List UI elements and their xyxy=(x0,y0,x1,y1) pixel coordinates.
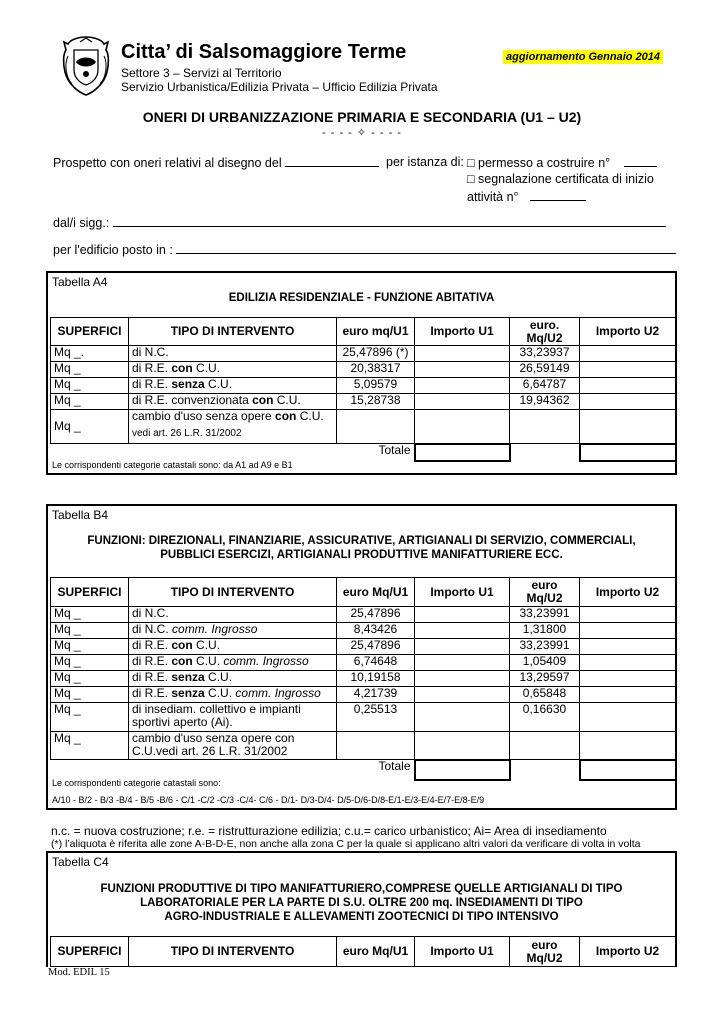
importo-u2-cell[interactable] xyxy=(580,732,676,760)
table-a4 xyxy=(46,271,677,475)
importo-u1-cell[interactable] xyxy=(415,639,510,655)
importo-u1-cell[interactable] xyxy=(415,394,510,410)
col-header: euro Mq/U2 xyxy=(510,937,580,967)
col-header: Importo U2 xyxy=(580,937,676,967)
u1-rate: 15,28738 xyxy=(337,394,415,410)
u2-rate: 0,65848 xyxy=(510,687,580,703)
table-b4 xyxy=(46,504,677,810)
col-header: SUPERFICI xyxy=(51,578,129,607)
sector-line: Settore 3 – Servizi al Territorio xyxy=(121,66,282,80)
edificio-field[interactable] xyxy=(53,242,676,257)
col-header: euro Mq/U2 xyxy=(510,578,580,607)
u1-rate: 10,19158 xyxy=(337,671,415,687)
table-b4-note: Le corrispondenti categorie catastali sono: xyxy=(52,778,221,788)
sup-cell[interactable]: Mq _ xyxy=(51,410,129,444)
tipo-cell: di R.E. convenzionata con C.U. xyxy=(129,394,337,410)
importo-u2-cell[interactable] xyxy=(580,671,676,687)
importo-u1-cell[interactable] xyxy=(415,410,510,444)
tipo-cell: di R.E. senza C.U. comm. Ingrosso xyxy=(129,687,337,703)
attivita-number-blank[interactable] xyxy=(530,189,586,201)
totale-u2-field[interactable] xyxy=(580,760,676,780)
importo-u2-cell[interactable] xyxy=(580,655,676,671)
table-row xyxy=(51,671,676,687)
table-c4-heading-1: FUNZIONI PRODUTTIVE DI TIPO MANIFATTURIERO,COMPRESE QUELLE ARTIGIANALI DI TIPO xyxy=(100,883,623,895)
col-header: Importo U2 xyxy=(580,578,676,607)
col-header: Importo U2 xyxy=(580,318,676,346)
importo-u2-cell[interactable] xyxy=(580,687,676,703)
col-header: Importo U1 xyxy=(415,318,510,346)
col-header: euro. Mq/U2 xyxy=(510,318,580,346)
table-b4-grid xyxy=(50,577,677,781)
module-code: Mod. EDIL 15 xyxy=(48,967,110,978)
tipo-cell: di R.E. senza C.U. xyxy=(129,378,337,394)
importo-u2-cell[interactable] xyxy=(580,623,676,639)
importo-u1-cell[interactable] xyxy=(415,623,510,639)
col-header: Importo U1 xyxy=(415,937,510,967)
importo-u2-cell[interactable] xyxy=(580,410,676,444)
u2-rate: 6,64787 xyxy=(510,378,580,394)
u2-rate: 33,23937 xyxy=(510,346,580,362)
totale-u1-field[interactable] xyxy=(415,444,510,461)
table-c4-heading-2: LABORATORIALE PER LA PARTE DI S.U. OLTRE 200 mq. INSEDIAMENTI DI TIPO xyxy=(140,897,583,909)
table-row xyxy=(51,378,676,394)
table-a4-grid xyxy=(50,317,677,462)
u1-rate: 25,47896 xyxy=(337,639,415,655)
city-title: Citta’ di Salsomaggiore Terme xyxy=(121,41,407,63)
importo-u2-cell[interactable] xyxy=(580,607,676,623)
table-row xyxy=(51,655,676,671)
table-row xyxy=(51,639,676,655)
table-row xyxy=(51,687,676,703)
importo-u1-cell[interactable] xyxy=(415,655,510,671)
total-row xyxy=(51,444,676,461)
prospetto-label: Prospetto con oneri relativi al disegno del xyxy=(53,156,282,170)
col-header: TIPO DI INTERVENTO xyxy=(129,937,337,967)
tipo-cell: cambio d'uso senza opere con C.U.vedi art. 26 L.R. 31/2002 xyxy=(129,732,337,760)
u2-rate: 0,16630 xyxy=(510,703,580,732)
table-row xyxy=(51,394,676,410)
u2-rate: 26,59149 xyxy=(510,362,580,378)
u2-rate: 19,94362 xyxy=(510,394,580,410)
tipo-cell: di R.E. con C.U. xyxy=(129,362,337,378)
table-row xyxy=(51,362,676,378)
u1-rate: 8,43426 xyxy=(337,623,415,639)
u2-rate: 33,23991 xyxy=(510,607,580,623)
u2-rate: 1,31800 xyxy=(510,623,580,639)
table-b4-categories: A/10 - B/2 - B/3 -B/4 - B/5 -B/6 - C/1 -C/2 -C/3 -C/4- C/6 - D/1- D/3-D/4- D/5-D/6-D/8-E/1-E/3-E/4-E/7-E/8-E/9 xyxy=(52,795,485,805)
tipo-cell: cambio d'uso senza opere con C.U. vedi art. 26 L.R. 31/2002 xyxy=(129,410,337,444)
tipo-cell: di R.E. senza C.U. xyxy=(129,671,337,687)
sup-cell[interactable]: Mq _ xyxy=(51,732,129,760)
tipo-ref: vedi art. 26 L.R. 31/2002 xyxy=(132,428,242,439)
table-c4 xyxy=(46,851,677,967)
col-header: euro Mq/U1 xyxy=(337,578,415,607)
sup-cell[interactable]: Mq _. xyxy=(51,346,129,362)
totale-label: Totale xyxy=(51,444,415,461)
importo-u2-cell[interactable] xyxy=(580,703,676,732)
importo-u2-cell[interactable] xyxy=(580,639,676,655)
prospetto-field[interactable] xyxy=(53,155,379,170)
importo-u1-cell[interactable] xyxy=(415,378,510,394)
importo-u1-cell[interactable] xyxy=(415,346,510,362)
tipo-cell: di N.C. xyxy=(129,607,337,623)
tipo-cell: di N.C. comm. Ingrosso xyxy=(129,623,337,639)
col-header: SUPERFICI xyxy=(51,937,129,967)
col-header: Importo U1 xyxy=(415,578,510,607)
u1-rate: 25,47896 (*) xyxy=(337,346,415,362)
attivita-label: attività n° xyxy=(467,190,519,204)
importo-u1-cell[interactable] xyxy=(415,703,510,732)
importo-u1-cell[interactable] xyxy=(415,607,510,623)
sup-cell[interactable]: Mq _ xyxy=(51,703,129,732)
table-row xyxy=(51,703,676,732)
col-header: TIPO DI INTERVENTO xyxy=(129,318,337,346)
table-c4-label: Tabella C4 xyxy=(52,855,109,869)
sup-cell[interactable]: Mq _ xyxy=(51,378,129,394)
asterisk-note: (*) l’aliquota è riferita alle zone A-B-D-E, non anche alla zona C per la quale si applicano altri valori da verificare di volta in volta xyxy=(51,838,641,850)
table-row xyxy=(51,410,676,444)
table-a4-label: Tabella A4 xyxy=(52,275,108,289)
sup-cell[interactable]: Mq _ xyxy=(51,671,129,687)
totale-u1-field[interactable] xyxy=(415,760,510,780)
title-ornament: - - - - ✧ - - - - xyxy=(322,127,402,139)
sup-cell[interactable]: Mq _ xyxy=(51,687,129,703)
table-row xyxy=(51,607,676,623)
document-title: ONERI DI URBANIZZAZIONE PRIMARIA E SECONDARIA (U1 – U2) xyxy=(142,109,582,125)
edificio-label: per l'edificio posto in : xyxy=(53,243,173,257)
table-c4-heading-3: AGRO-INDUSTRIALE E ALLEVAMENTI ZOOTECNICI DI TIPO INTENSIVO xyxy=(164,911,559,923)
dali-field[interactable] xyxy=(53,215,666,230)
abbreviation-legend: n.c. = nuova costruzione; r.e. = ristrutturazione edilizia; c.u.= carico urbanistico; Ai= Area di insediamento xyxy=(51,824,607,838)
tipo-cell: di insediam. collettivo e impianti sportivi aperto (Ai). xyxy=(129,703,337,732)
importo-u2-cell[interactable] xyxy=(580,394,676,410)
table-c4-grid xyxy=(50,936,676,967)
table-b4-heading-1: FUNZIONI: DIREZIONALI, FINANZIARIE, ASSICURATIVE, ARTIGIANALI DI SERVIZIO, COMMERCIALI, xyxy=(87,535,636,547)
sup-cell[interactable]: Mq _ xyxy=(51,639,129,655)
col-header: euro mq/U1 xyxy=(337,318,415,346)
u1-rate: 5,09579 xyxy=(337,378,415,394)
sup-cell[interactable]: Mq _ xyxy=(51,623,129,639)
col-header: TIPO DI INTERVENTO xyxy=(129,578,337,607)
table-b4-label: Tabella B4 xyxy=(52,508,109,522)
importo-u2-cell[interactable] xyxy=(580,346,676,362)
sup-cell[interactable]: Mq _ xyxy=(51,394,129,410)
prospetto-blank[interactable] xyxy=(285,155,379,167)
tipo-cell: di N.C. xyxy=(129,346,337,362)
totale-label: Totale xyxy=(51,760,415,780)
table-row xyxy=(51,623,676,639)
permesso-number-blank[interactable] xyxy=(624,155,657,167)
u1-rate xyxy=(337,732,415,760)
attivita-field[interactable] xyxy=(467,189,586,204)
edificio-blank[interactable] xyxy=(176,242,676,254)
table-row xyxy=(51,732,676,760)
tipo-cell: di R.E. con C.U. comm. Ingrosso xyxy=(129,655,337,671)
table-a4-heading: EDILIZIA RESIDENZIALE - FUNZIONE ABITATIVA xyxy=(228,292,495,304)
city-crest-logo xyxy=(60,34,112,98)
u1-rate xyxy=(337,410,415,444)
u1-rate: 0,25513 xyxy=(337,703,415,732)
u1-rate: 25,47896 xyxy=(337,607,415,623)
segnalazione-option[interactable]: □ segnalazione certificata di inizio xyxy=(467,172,654,186)
table-row xyxy=(51,346,676,362)
dali-blank[interactable] xyxy=(113,215,666,227)
tipo-cell: di R.E. con C.U. xyxy=(129,639,337,655)
sup-cell[interactable]: Mq _ xyxy=(51,655,129,671)
permesso-label: □ permesso a costruire n° xyxy=(467,156,611,170)
importo-u1-cell[interactable] xyxy=(415,687,510,703)
totale-u2-field[interactable] xyxy=(580,444,676,461)
u2-rate: 13,29597 xyxy=(510,671,580,687)
u2-rate: 33,23991 xyxy=(510,639,580,655)
u2-rate xyxy=(510,410,580,444)
col-header: SUPERFICI xyxy=(51,318,129,346)
sup-cell[interactable]: Mq _ xyxy=(51,607,129,623)
col-header: euro Mq/U1 xyxy=(337,937,415,967)
u1-rate: 6,74648 xyxy=(337,655,415,671)
spacer-cell xyxy=(510,444,580,461)
importo-u1-cell[interactable] xyxy=(415,362,510,378)
table-a4-note: Le corrispondenti categorie catastali sono: da A1 ad A9 e B1 xyxy=(52,460,293,470)
table-b4-heading-2: PUBBLICI ESERCIZI, ARTIGIANALI PRODUTTIVE MANIFATTURIERE ECC. xyxy=(160,549,563,561)
service-line: Servizio Urbanistica/Edilizia Privata – Ufficio Edilizia Privata xyxy=(121,80,438,94)
dali-label: dal/i sigg.: xyxy=(53,216,110,230)
sup-cell[interactable]: Mq _ xyxy=(51,362,129,378)
spacer-cell xyxy=(510,760,580,780)
update-badge: aggiornamento Gennaio 2014 xyxy=(503,50,663,64)
importo-u1-cell[interactable] xyxy=(415,671,510,687)
importo-u1-cell[interactable] xyxy=(415,732,510,760)
total-row xyxy=(51,760,676,780)
u1-rate: 4,21739 xyxy=(337,687,415,703)
permesso-option[interactable] xyxy=(467,155,657,170)
importo-u2-cell[interactable] xyxy=(580,362,676,378)
u2-rate: 1,05409 xyxy=(510,655,580,671)
u2-rate xyxy=(510,732,580,760)
importo-u2-cell[interactable] xyxy=(580,378,676,394)
u1-rate: 20,38317 xyxy=(337,362,415,378)
istanza-label: per istanza di: xyxy=(386,155,464,169)
